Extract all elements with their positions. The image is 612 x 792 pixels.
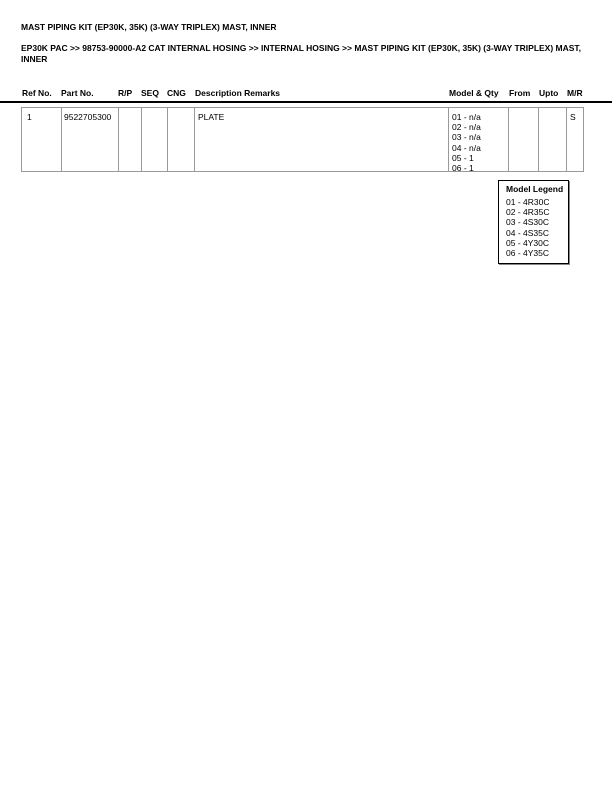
column-header-description: Description Remarks bbox=[195, 88, 281, 98]
cell-mr: S bbox=[570, 112, 576, 122]
table-row bbox=[21, 107, 584, 172]
column-divider bbox=[566, 108, 567, 171]
model-legend-item: 06 - 4Y35C bbox=[506, 248, 549, 259]
model-legend-item: 03 - 4S30C bbox=[506, 217, 549, 228]
header-divider bbox=[0, 101, 612, 103]
column-header-mr: M/R bbox=[567, 88, 583, 98]
column-divider bbox=[141, 108, 142, 171]
column-header-rp: R/P bbox=[118, 88, 133, 98]
column-divider bbox=[508, 108, 509, 171]
model-legend-item: 05 - 4Y30C bbox=[506, 237, 549, 248]
column-divider bbox=[118, 108, 119, 171]
model-qty-entry: 01 - n/a bbox=[452, 112, 481, 122]
model-qty-entry: 02 - n/a bbox=[452, 122, 481, 133]
column-header-part-no: Part No. bbox=[61, 88, 94, 98]
model-qty-entry: 04 - n/a bbox=[452, 142, 481, 153]
column-header-from: From bbox=[509, 88, 531, 98]
cell-model-qty bbox=[452, 112, 481, 173]
model-legend-title: Model Legend bbox=[506, 184, 564, 194]
column-header-model-qty: Model & Qty bbox=[449, 88, 499, 98]
column-divider bbox=[194, 108, 195, 171]
column-divider bbox=[167, 108, 168, 171]
column-divider bbox=[61, 108, 62, 171]
column-divider bbox=[448, 108, 449, 171]
column-divider bbox=[538, 108, 539, 171]
model-legend-item: 02 - 4R35C bbox=[506, 207, 550, 218]
cell-part-no: 9522705300 bbox=[64, 112, 112, 122]
breadcrumb: EP30K PAC >> 98753-90000-A2 CAT INTERNAL HOSING >> INTERNAL HOSING >> MAST PIPING KIT (EP30K, 35K) (3-WAY TRIPLEX) MAST, INNER bbox=[21, 43, 582, 64]
model-qty-entry: 06 - 1 bbox=[452, 163, 474, 174]
cell-description: PLATE bbox=[198, 112, 225, 122]
column-header-ref-no: Ref No. bbox=[22, 88, 52, 98]
model-qty-entry: 05 - 1 bbox=[452, 152, 474, 163]
column-header-upto: Upto bbox=[539, 88, 559, 98]
column-header-cng: CNG bbox=[167, 88, 186, 98]
model-legend bbox=[498, 180, 569, 264]
page-title: MAST PIPING KIT (EP30K, 35K) (3-WAY TRIPLEX) MAST, INNER bbox=[21, 22, 277, 32]
model-legend-item: 04 - 4S35C bbox=[506, 227, 549, 238]
model-qty-entry: 03 - n/a bbox=[452, 132, 481, 143]
model-legend-item: 01 - 4R30C bbox=[506, 197, 550, 207]
cell-ref-no: 1 bbox=[27, 112, 32, 122]
column-header-seq: SEQ bbox=[141, 88, 159, 98]
